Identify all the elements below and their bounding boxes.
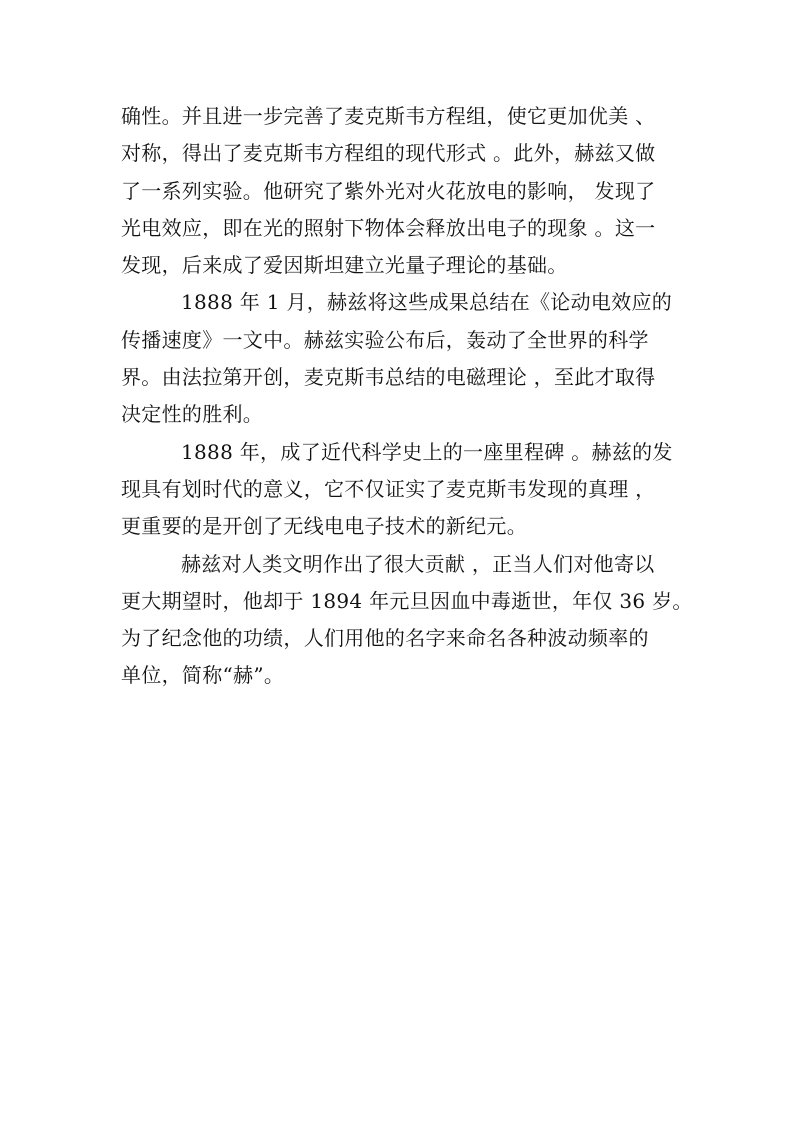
paragraph-2 — [121, 284, 681, 433]
text-line: 更重要的是开创了无线电电子技术的新纪元。 — [121, 514, 527, 539]
text-line: 决定性的胜利。 — [121, 402, 264, 427]
text-line: 更大期望时，他却于 1894 年元旦因血中毒逝世，年仅 36 岁。 — [121, 588, 693, 613]
text-line: 1888 年 1 月，赫兹将这些成果总结在《论动电效应的 — [181, 290, 673, 315]
text-line: 对称，得出了麦克斯韦方程组的现代形式 。此外，赫兹又做 — [121, 141, 656, 166]
paragraph-4 — [121, 546, 693, 695]
text-line: 光电效应，即在光的照射下物体会释放出电子的现象 。这一 — [121, 215, 656, 240]
text-line: 了一系列实验。他研究了紫外光对火花放电的影响， 发现了 — [121, 178, 656, 203]
text-line: 传播速度》一文中。赫兹实验公布后，轰动了全世界的科学 — [121, 327, 649, 352]
text-line: 单位，简称“赫”。 — [121, 663, 285, 688]
text-line: 确性。并且进一步完善了麦克斯韦方程组，使它更加优美 、 — [121, 104, 656, 128]
text-line: 为了纪念他的功绩，人们用他的名字来命名各种波动频率的 — [121, 626, 649, 651]
text-line: 界。由法拉第开创，麦克斯韦总结的电磁理论 ，至此才取得 — [121, 365, 656, 390]
body-text — [121, 98, 693, 695]
text-line: 现具有划时代的意义，它不仅证实了麦克斯韦发现的真理 ， — [121, 476, 656, 501]
text-line: 1888 年，成了近代科学史上的一座里程碑 。赫兹的发 — [181, 439, 673, 464]
text-line: 发现，后来成了爱因斯坦建立光量子理论的基础。 — [121, 253, 568, 278]
paragraph-1 — [121, 98, 681, 284]
text-line: 赫兹对人类文明作出了很大贡献 ，正当人们对他寄以 — [181, 551, 655, 576]
paragraph-3 — [121, 434, 681, 546]
